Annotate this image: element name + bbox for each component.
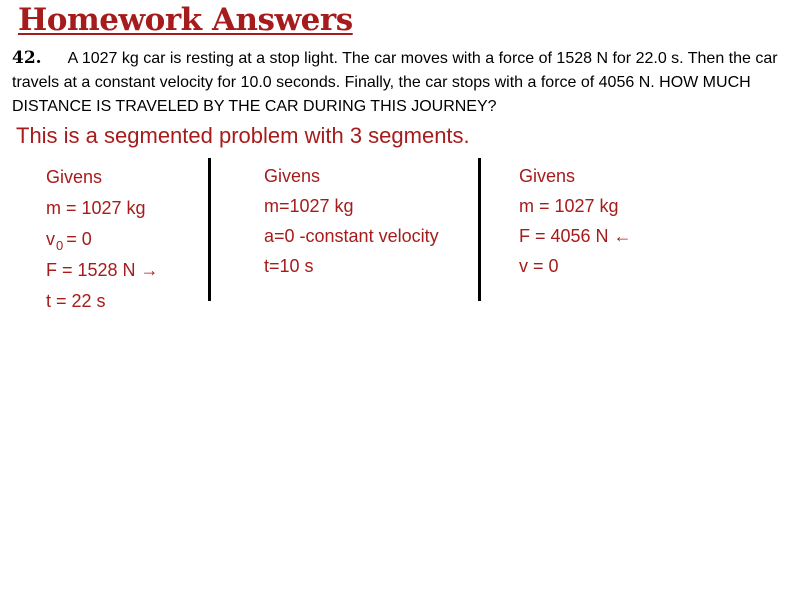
segment-1-time: t = 22 s [46, 291, 106, 311]
column-divider [478, 158, 481, 301]
segment-2-givens [264, 161, 439, 281]
segment-3-final-velocity: v = 0 [519, 256, 559, 276]
velocity-subscript: 0 [56, 238, 64, 253]
segment-2-heading: Givens [264, 166, 321, 186]
problem-statement [12, 46, 797, 119]
segment-1-force: F = 1528 N → [46, 260, 159, 280]
velocity-symbol: v [46, 229, 55, 249]
segment-3-force: F = 4056 N ← [519, 226, 632, 246]
section-subtitle: This is a segmented problem with 3 segments. [16, 123, 470, 148]
column-divider [208, 158, 211, 301]
segment-3-mass: m = 1027 kg [519, 196, 619, 216]
problem-number: 42. [12, 48, 42, 68]
problem-text: A 1027 kg car is resting at a stop light. The car moves with a force of 1528 N for 22.0 s. Then the car travels at a constant velocity for 10.0 seconds. Finally, the car stops with a force of 4056 N. HOW MUCH DISTANCE IS TRAVELED BY THE CAR DURING THIS JOURNEY? [12, 50, 778, 115]
segment-1-initial-velocity [46, 224, 159, 255]
segment-1-givens [46, 162, 159, 317]
segment-2-mass: m=1027 kg [264, 196, 354, 216]
page-title: Homework Answers [18, 2, 353, 38]
segment-3-givens [519, 161, 632, 281]
segment-2-acceleration: a=0 -constant velocity [264, 226, 439, 246]
velocity-value: = 0 [66, 229, 92, 249]
segment-2-time: t=10 s [264, 256, 314, 276]
segment-1-mass: m = 1027 kg [46, 198, 146, 218]
segment-3-heading: Givens [519, 166, 576, 186]
segment-1-heading: Givens [46, 167, 103, 187]
